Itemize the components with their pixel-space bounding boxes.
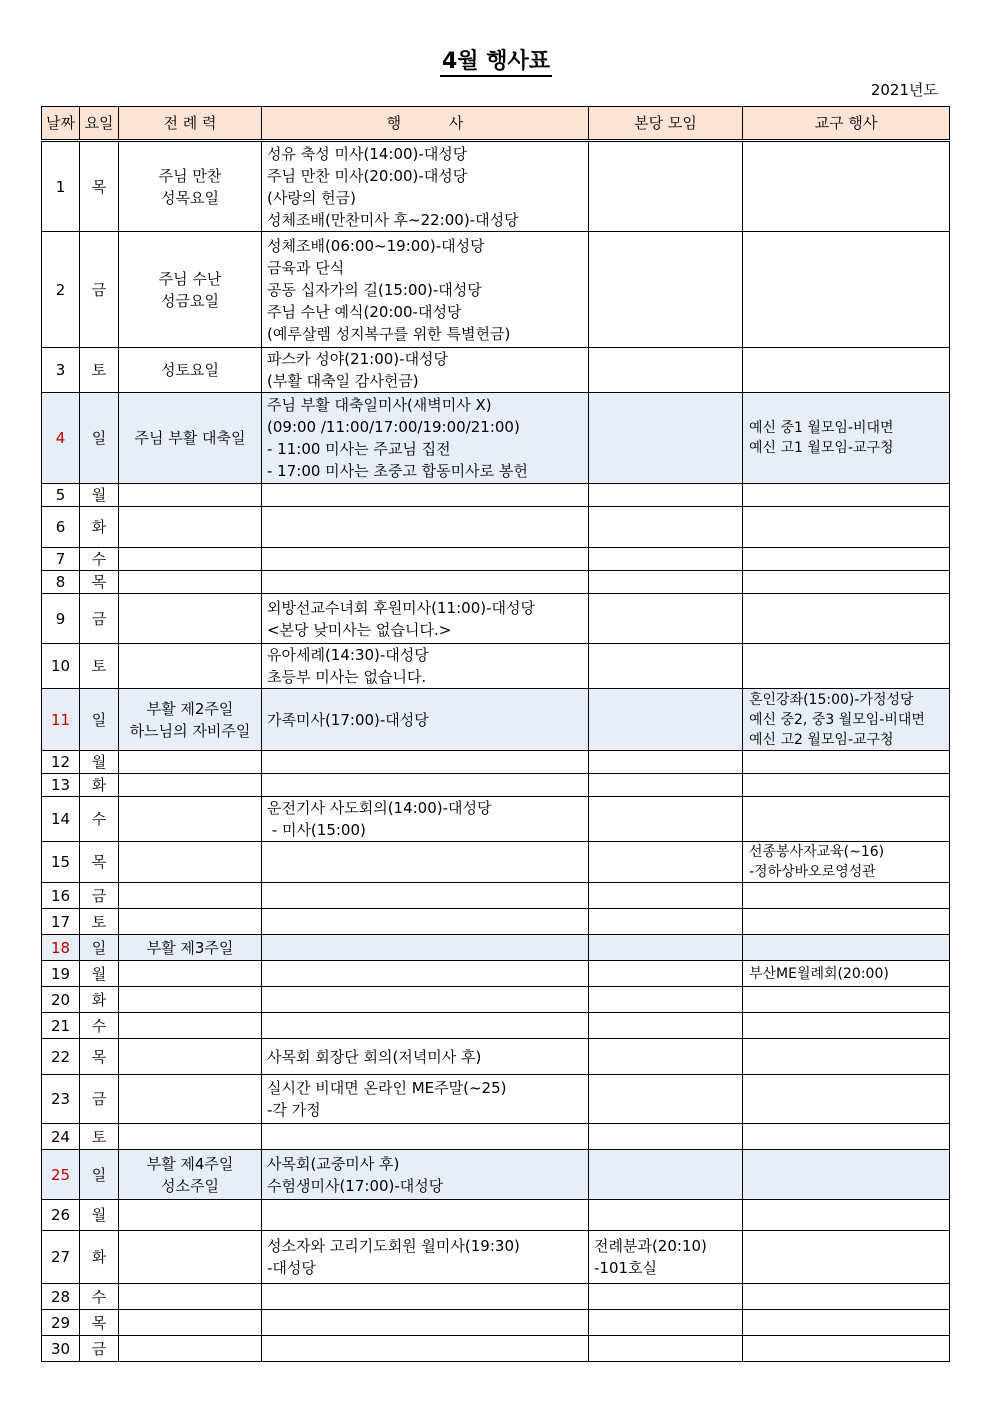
- diocese-events-cell: [743, 961, 950, 987]
- parish-meeting-cell: [589, 571, 743, 594]
- liturgy-line: 부활 제2주일: [146, 699, 234, 718]
- events-cell: [262, 935, 589, 961]
- weekday-cell: 토: [80, 1124, 119, 1150]
- event-line: 사목회(교중미사 후): [267, 1154, 400, 1173]
- date-cell: 18: [42, 935, 80, 961]
- liturgy-cell: [119, 1310, 262, 1336]
- event-line: 초등부 미사는 없습니다.: [267, 668, 427, 686]
- events-cell: [262, 348, 589, 393]
- diocese-event-line: 부산ME월례회(20:00): [749, 965, 889, 982]
- event-line: 성소자와 고리기도회원 월미사(19:30): [267, 1237, 520, 1255]
- event-line: (사랑의 헌금): [267, 188, 356, 207]
- parish-meeting-line: -101호실: [594, 1259, 658, 1277]
- diocese-event-line: 예신 고1 월모임-교구청: [749, 440, 894, 456]
- liturgy-cell: [119, 393, 262, 484]
- table-row: [42, 987, 950, 1013]
- parish-meeting-cell: [589, 507, 743, 548]
- liturgy-cell: [119, 1039, 262, 1075]
- event-line: 파스카 성야(21:00)-대성당: [267, 350, 449, 368]
- event-line: 금육과 단식: [267, 258, 345, 277]
- diocese-events-cell: [743, 1336, 950, 1362]
- table-row: [42, 1075, 950, 1124]
- diocese-event-line: -정하상바오로영성관: [749, 864, 876, 880]
- event-line: 성체조배(만찬미사 후~22:00)-대성당: [267, 210, 519, 229]
- weekday-cell: 화: [80, 774, 119, 797]
- parish-meeting-cell: [589, 1150, 743, 1200]
- parish-meeting-cell: [589, 935, 743, 961]
- date-cell: 4: [42, 393, 80, 484]
- liturgy-line: 부활 제4주일: [146, 1154, 234, 1173]
- weekday-cell: 일: [80, 935, 119, 961]
- date-cell: 6: [42, 507, 80, 548]
- liturgy-cell: [119, 1150, 262, 1200]
- diocese-events-cell: [743, 883, 950, 909]
- event-line: 운전기사 사도회의(14:00)-대성당: [267, 799, 492, 817]
- table-row: [42, 1124, 950, 1150]
- events-cell: [262, 1150, 589, 1200]
- table-row: [42, 883, 950, 909]
- event-line: 유아세례(14:30)-대성당: [267, 646, 429, 664]
- event-line: 성유 축성 미사(14:00)-대성당: [267, 144, 468, 163]
- date-cell: 10: [42, 644, 80, 689]
- liturgy-cell: [119, 594, 262, 644]
- parish-meeting-cell: [589, 141, 743, 232]
- events-cell: [262, 1200, 589, 1231]
- table-row: [42, 1231, 950, 1284]
- liturgy-line: 주님 수난: [158, 269, 222, 288]
- table-row: [42, 774, 950, 797]
- parish-meeting-cell: [589, 348, 743, 393]
- table-row: [42, 935, 950, 961]
- events-cell: [262, 689, 589, 751]
- page-title-text: 4월 행사표: [440, 49, 552, 77]
- diocese-events-cell: [743, 232, 950, 348]
- events-cell: [262, 141, 589, 232]
- date-cell: 24: [42, 1124, 80, 1150]
- diocese-events-cell: [743, 935, 950, 961]
- table-row: [42, 348, 950, 393]
- liturgy-line: 부활 제3주일: [146, 938, 234, 957]
- parish-meeting-cell: [589, 1200, 743, 1231]
- events-cell: [262, 644, 589, 689]
- header-date: 날짜: [42, 107, 80, 141]
- liturgy-cell: [119, 644, 262, 689]
- diocese-events-cell: [743, 141, 950, 232]
- events-cell: [262, 883, 589, 909]
- liturgy-cell: [119, 571, 262, 594]
- events-cell: [262, 393, 589, 484]
- table-row: [42, 961, 950, 987]
- diocese-events-cell: [743, 1039, 950, 1075]
- date-cell: 20: [42, 987, 80, 1013]
- table-row: [42, 232, 950, 348]
- diocese-events-cell: [743, 484, 950, 507]
- parish-meeting-cell: [589, 1124, 743, 1150]
- weekday-cell: 화: [80, 1231, 119, 1284]
- weekday-cell: 일: [80, 689, 119, 751]
- date-cell: 21: [42, 1013, 80, 1039]
- events-cell: [262, 1075, 589, 1124]
- weekday-cell: 수: [80, 1013, 119, 1039]
- date-cell: 12: [42, 751, 80, 774]
- liturgy-line: 하느님의 자비주일: [129, 721, 251, 740]
- date-cell: 23: [42, 1075, 80, 1124]
- weekday-cell: 금: [80, 594, 119, 644]
- liturgy-cell: [119, 751, 262, 774]
- diocese-event-line: 선종봉사자교육(~16): [749, 844, 885, 860]
- diocese-events-cell: [743, 1150, 950, 1200]
- liturgy-cell: [119, 842, 262, 883]
- date-cell: 7: [42, 548, 80, 571]
- diocese-events-cell: [743, 1124, 950, 1150]
- date-cell: 9: [42, 594, 80, 644]
- liturgy-cell: [119, 1075, 262, 1124]
- events-cell: [262, 797, 589, 842]
- parish-meeting-cell: [589, 1231, 743, 1284]
- weekday-cell: 토: [80, 909, 119, 935]
- schedule-body: [42, 141, 950, 1362]
- date-cell: 19: [42, 961, 80, 987]
- table-row: [42, 141, 950, 232]
- parish-meeting-cell: [589, 751, 743, 774]
- event-line: 사목회 회장단 회의(저녁미사 후): [267, 1047, 482, 1066]
- diocese-events-cell: [743, 548, 950, 571]
- weekday-cell: 금: [80, 1336, 119, 1362]
- weekday-cell: 수: [80, 548, 119, 571]
- table-row: [42, 751, 950, 774]
- date-cell: 8: [42, 571, 80, 594]
- header-row: [42, 107, 950, 141]
- parish-meeting-cell: [589, 644, 743, 689]
- weekday-cell: 수: [80, 797, 119, 842]
- event-line: -대성당: [267, 1259, 316, 1277]
- date-cell: 3: [42, 348, 80, 393]
- weekday-cell: 금: [80, 1075, 119, 1124]
- events-cell: [262, 1231, 589, 1284]
- events-cell: [262, 507, 589, 548]
- weekday-cell: 목: [80, 1039, 119, 1075]
- liturgy-line: 성토요일: [161, 361, 219, 379]
- events-cell: [262, 484, 589, 507]
- header-diocese-events: 교구 행사: [743, 107, 950, 141]
- liturgy-cell: [119, 1124, 262, 1150]
- parish-meeting-cell: [589, 961, 743, 987]
- events-cell: [262, 961, 589, 987]
- parish-meeting-cell: [589, 594, 743, 644]
- date-cell: 2: [42, 232, 80, 348]
- parish-meeting-cell: [589, 987, 743, 1013]
- weekday-cell: 목: [80, 141, 119, 232]
- date-cell: 14: [42, 797, 80, 842]
- diocese-events-cell: [743, 909, 950, 935]
- parish-meeting-cell: [589, 484, 743, 507]
- liturgy-cell: [119, 689, 262, 751]
- liturgy-line: 성소주일: [161, 1176, 219, 1195]
- weekday-cell: 토: [80, 644, 119, 689]
- date-cell: 22: [42, 1039, 80, 1075]
- liturgy-cell: [119, 797, 262, 842]
- parish-meeting-cell: [589, 232, 743, 348]
- parish-meeting-cell: [589, 909, 743, 935]
- event-line: (09:00 /11:00/17:00/19:00/21:00): [267, 418, 520, 436]
- event-schedule-table: [41, 106, 950, 1362]
- weekday-cell: 수: [80, 1284, 119, 1310]
- event-line: 주님 만찬 미사(20:00)-대성당: [267, 166, 468, 185]
- event-line: 주님 수난 예식(20:00-대성당: [267, 302, 462, 321]
- date-cell: 1: [42, 141, 80, 232]
- weekday-cell: 월: [80, 751, 119, 774]
- table-row: [42, 507, 950, 548]
- weekday-cell: 월: [80, 484, 119, 507]
- table-row: [42, 594, 950, 644]
- liturgy-cell: [119, 1200, 262, 1231]
- year-label: 2021년도: [870, 81, 938, 99]
- diocese-events-cell: [743, 751, 950, 774]
- diocese-events-cell: [743, 1200, 950, 1231]
- table-row: [42, 1200, 950, 1231]
- weekday-cell: 일: [80, 1150, 119, 1200]
- header-events: 행 사: [262, 107, 589, 141]
- date-cell: 27: [42, 1231, 80, 1284]
- parish-meeting-cell: [589, 1039, 743, 1075]
- events-cell: [262, 987, 589, 1013]
- diocese-events-cell: [743, 393, 950, 484]
- weekday-cell: 금: [80, 232, 119, 348]
- date-cell: 25: [42, 1150, 80, 1200]
- event-line: - 17:00 미사는 초중고 합동미사로 봉헌: [267, 462, 528, 480]
- event-line: <본당 낮미사는 없습니다.>: [267, 620, 452, 639]
- table-row: [42, 1150, 950, 1200]
- table-row: [42, 842, 950, 883]
- event-line: - 미사(15:00): [267, 821, 366, 839]
- events-cell: [262, 1039, 589, 1075]
- events-cell: [262, 1336, 589, 1362]
- table-row: [42, 1336, 950, 1362]
- diocese-events-cell: [743, 1231, 950, 1284]
- liturgy-cell: [119, 935, 262, 961]
- date-cell: 13: [42, 774, 80, 797]
- date-cell: 30: [42, 1336, 80, 1362]
- diocese-events-cell: [743, 571, 950, 594]
- parish-meeting-cell: [589, 393, 743, 484]
- liturgy-cell: [119, 1284, 262, 1310]
- liturgy-line: 주님 부활 대축일: [134, 429, 246, 447]
- liturgy-cell: [119, 348, 262, 393]
- event-line: 외방선교수녀회 후원미사(11:00)-대성당: [267, 598, 535, 617]
- weekday-cell: 월: [80, 1200, 119, 1231]
- liturgy-cell: [119, 141, 262, 232]
- event-line: 주님 부활 대축일미사(새벽미사 X): [267, 396, 492, 414]
- weekday-cell: 목: [80, 571, 119, 594]
- diocese-events-cell: [743, 594, 950, 644]
- diocese-events-cell: [743, 797, 950, 842]
- diocese-events-cell: [743, 348, 950, 393]
- diocese-events-cell: [743, 1013, 950, 1039]
- liturgy-cell: [119, 484, 262, 507]
- events-cell: [262, 909, 589, 935]
- diocese-events-cell: [743, 774, 950, 797]
- table-row: [42, 1284, 950, 1310]
- parish-meeting-cell: [589, 1310, 743, 1336]
- header-parish-meeting: 본당 모임: [589, 107, 743, 141]
- date-cell: 26: [42, 1200, 80, 1231]
- date-cell: 15: [42, 842, 80, 883]
- events-cell: [262, 232, 589, 348]
- date-cell: 16: [42, 883, 80, 909]
- header-liturgy: 전 례 력: [119, 107, 262, 141]
- liturgy-cell: [119, 1336, 262, 1362]
- diocese-events-cell: [743, 1284, 950, 1310]
- liturgy-cell: [119, 961, 262, 987]
- parish-meeting-cell: [589, 774, 743, 797]
- table-row: [42, 909, 950, 935]
- liturgy-line: 주님 만찬: [158, 166, 222, 185]
- parish-meeting-cell: [589, 1013, 743, 1039]
- events-cell: [262, 842, 589, 883]
- parish-meeting-cell: [589, 548, 743, 571]
- diocese-events-cell: [743, 842, 950, 883]
- events-cell: [262, 1124, 589, 1150]
- diocese-event-line: 혼인강좌(15:00)-가정성당: [749, 691, 914, 708]
- events-cell: [262, 571, 589, 594]
- liturgy-cell: [119, 1013, 262, 1039]
- weekday-cell: 화: [80, 987, 119, 1013]
- table-row: [42, 797, 950, 842]
- events-cell: [262, 1284, 589, 1310]
- page-title: [0, 44, 992, 75]
- table-row: [42, 644, 950, 689]
- diocese-event-line: 예신 중1 월모임-비대면: [749, 420, 894, 436]
- table-row: [42, 571, 950, 594]
- events-cell: [262, 548, 589, 571]
- table-row: [42, 1013, 950, 1039]
- event-line: (예루살렘 성지복구를 위한 특별헌금): [267, 324, 511, 343]
- diocese-events-cell: [743, 507, 950, 548]
- date-cell: 29: [42, 1310, 80, 1336]
- events-cell: [262, 1013, 589, 1039]
- liturgy-cell: [119, 548, 262, 571]
- weekday-cell: 토: [80, 348, 119, 393]
- liturgy-cell: [119, 507, 262, 548]
- liturgy-cell: [119, 232, 262, 348]
- date-cell: 11: [42, 689, 80, 751]
- parish-meeting-cell: [589, 1336, 743, 1362]
- table-row: [42, 1039, 950, 1075]
- events-cell: [262, 751, 589, 774]
- event-line: 수험생미사(17:00)-대성당: [267, 1176, 444, 1195]
- weekday-cell: 화: [80, 507, 119, 548]
- liturgy-cell: [119, 774, 262, 797]
- liturgy-line: 성금요일: [161, 291, 219, 310]
- event-line: 실시간 비대면 온라인 ME주말(~25): [267, 1079, 507, 1097]
- weekday-cell: 월: [80, 961, 119, 987]
- event-line: (부활 대축일 감사헌금): [267, 372, 419, 390]
- parish-meeting-line: 전례분과(20:10): [594, 1237, 707, 1255]
- events-cell: [262, 594, 589, 644]
- diocese-event-line: 예신 고2 월모임-교구청: [749, 731, 894, 748]
- events-cell: [262, 774, 589, 797]
- parish-meeting-cell: [589, 797, 743, 842]
- table-row: [42, 484, 950, 507]
- date-cell: 28: [42, 1284, 80, 1310]
- liturgy-cell: [119, 883, 262, 909]
- liturgy-cell: [119, 1231, 262, 1284]
- parish-meeting-cell: [589, 842, 743, 883]
- liturgy-line: 성목요일: [161, 188, 219, 207]
- event-line: 가족미사(17:00)-대성당: [267, 710, 429, 729]
- weekday-cell: 일: [80, 393, 119, 484]
- diocese-events-cell: [743, 644, 950, 689]
- diocese-events-cell: [743, 1310, 950, 1336]
- date-cell: 5: [42, 484, 80, 507]
- diocese-events-cell: [743, 987, 950, 1013]
- weekday-cell: 금: [80, 883, 119, 909]
- table-row: [42, 548, 950, 571]
- events-cell: [262, 1310, 589, 1336]
- table-row: [42, 689, 950, 751]
- parish-meeting-cell: [589, 689, 743, 751]
- event-line: 성체조배(06:00~19:00)-대성당: [267, 236, 485, 255]
- weekday-cell: 목: [80, 1310, 119, 1336]
- table-row: [42, 1310, 950, 1336]
- event-line: -각 가정: [267, 1101, 321, 1119]
- event-line: 공동 십자가의 길(15:00)-대성당: [267, 280, 482, 299]
- table-row: [42, 393, 950, 484]
- date-cell: 17: [42, 909, 80, 935]
- liturgy-cell: [119, 909, 262, 935]
- weekday-cell: 목: [80, 842, 119, 883]
- event-line: - 11:00 미사는 주교님 집전: [267, 440, 451, 458]
- diocese-events-cell: [743, 1075, 950, 1124]
- diocese-events-cell: [743, 689, 950, 751]
- diocese-event-line: 예신 중2, 중3 월모임-비대면: [749, 711, 925, 728]
- parish-meeting-cell: [589, 1075, 743, 1124]
- parish-meeting-cell: [589, 883, 743, 909]
- parish-meeting-cell: [589, 1284, 743, 1310]
- header-weekday: 요일: [80, 107, 119, 141]
- liturgy-cell: [119, 987, 262, 1013]
